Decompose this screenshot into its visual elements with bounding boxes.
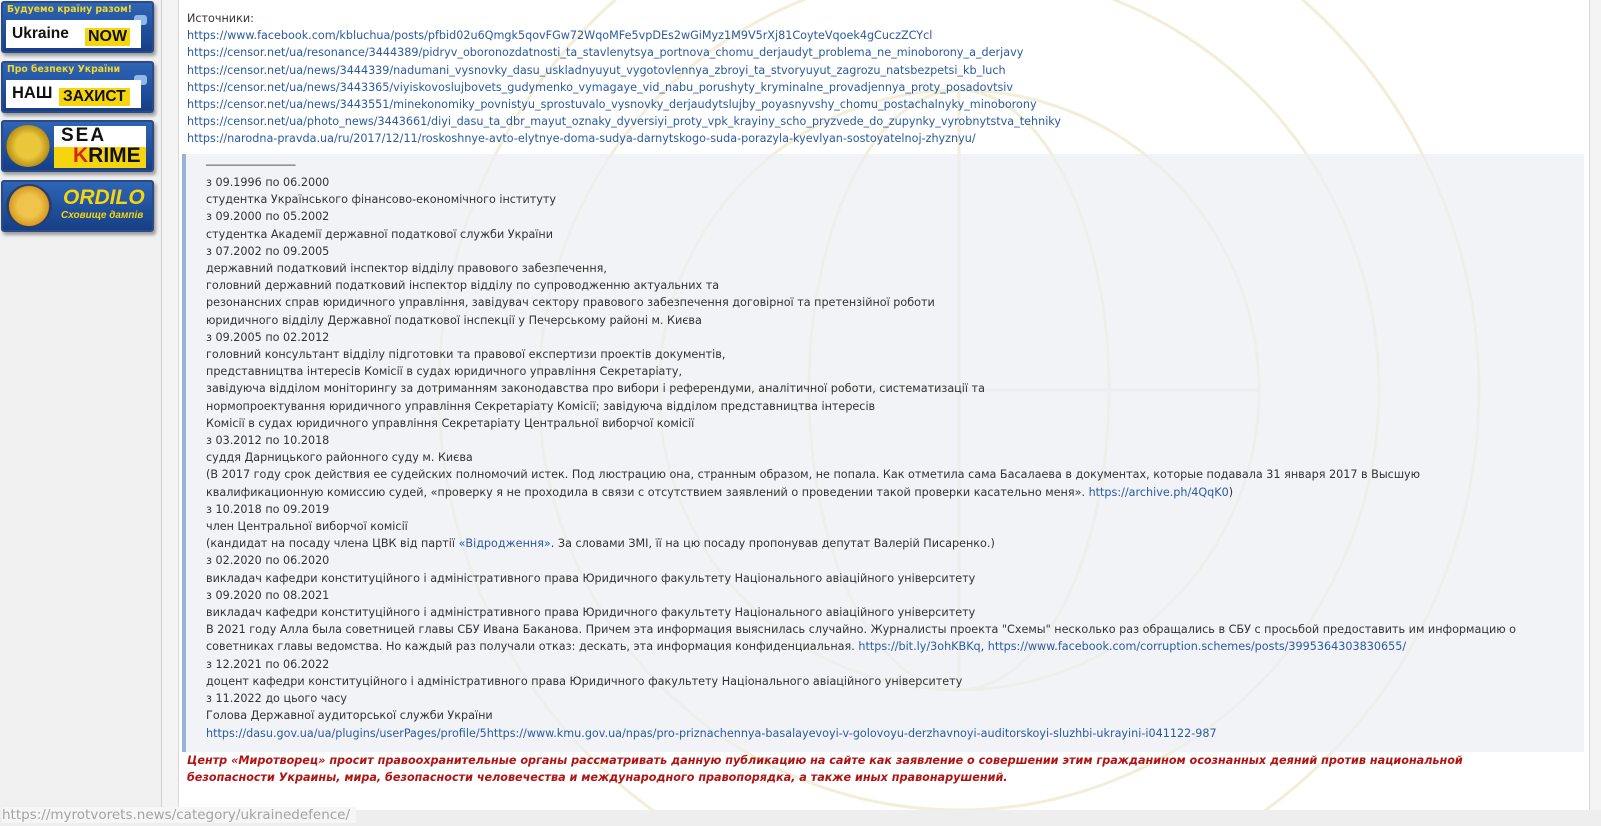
biography-quote (182, 154, 1584, 752)
bio-line: Голова Державної аудиторської служби України (206, 709, 493, 723)
bio-line: з 10.2018 по 09.2019 (206, 502, 330, 516)
source-link[interactable]: https://censor.net/ua/photo_news/3443661/diyi_dasu_ta_dbr_mayut_oznaky_dyversiyi_proty_vpk_krayiny_scho_pryzvede_do_zupynky_vyrobnytstva_tehniky (187, 115, 1062, 129)
banner-title: Ukraine (12, 25, 69, 42)
source-link[interactable]: https://censor.net/ua/resonance/3444389/pidryv_oboronozdatnosti_ta_stavlenytsya_portnova_chomu_derjaudyt_problema_ne_minoborony_a_derjavy (187, 46, 1024, 60)
bio-line: з 09.1996 по 06.2000 (206, 176, 330, 189)
bio-line: головний державний податковий інспектор відділу по супроводженню актуальних та (206, 279, 720, 293)
bio-line: Комісії в судах юридичного управління Секретаріату Центральної виборчої комісії (206, 416, 695, 430)
ukraine-now-banner[interactable] (1, 1, 154, 53)
bio-line: член Центральної виборчої комісії (206, 520, 408, 534)
facebook-link[interactable]: https://www.facebook.com/corruption.schemes/posts/3995364303830655/ (987, 640, 1407, 654)
party-link[interactable]: «Відродження» (458, 537, 551, 551)
nash-zakhyst-banner[interactable] (1, 61, 154, 113)
bio-line: юридичного відділу Державної податкової інспекції у Печерському районі м. Києва (206, 313, 702, 327)
banner-subtitle: Сховище дампів (61, 210, 144, 221)
source-link[interactable]: https://www.facebook.com/kbluchua/posts/pfbid02u6Qmgk5qovFGw72WqoMFe5vpDEs2wGiMyz1M9V5rXj81CoyteVqoek4gCuczZCYcl (187, 29, 933, 43)
owl-emblem-icon (6, 184, 52, 228)
bio-line: з 03.2012 по 10.2018 (206, 434, 330, 448)
banner-title-highlight: ЗАХИСТ (59, 88, 130, 106)
bio-line: викладач кафедри конституційного і адміністративного права Юридичного факультету Національного авіаційного університету (206, 571, 976, 585)
banner-title: SEA (61, 125, 107, 146)
bio-line: студентка Академії державної податкової служби України (206, 227, 553, 241)
bio-line: з 12.2021 по 06.2022 (206, 657, 330, 671)
sidebar (0, 0, 162, 826)
banner-subtitle: KRIME (73, 144, 141, 167)
bio-line: завідуюча відділом моніторингу за дотриманням законодавства про вибори і референдуми, аналітичної роботи, систематизації та (206, 382, 985, 396)
source-link[interactable]: https://censor.net/ua/news/3443365/viyiskovoslujbovets_gudymenko_vymagaye_vid_nabu_porushyty_kryminalne_provadjennya_proty_posadovtsiv (187, 80, 1014, 94)
source-link[interactable]: https://narodna-pravda.ua/ru/2017/12/11/roskoshnye-avto-elytnye-doma-sudya-darnytskogo-suda-porazyla-kyevlyan-sostoyatelnoj-zhyznyu/ (187, 132, 976, 146)
bio-line: з 09.2020 по 08.2021 (206, 588, 330, 602)
bio-line: головний консультант відділу підготовки та правової експертизи проектів документів, (206, 348, 726, 362)
bio-line: з 11.2022 до цього часу (206, 692, 348, 706)
sources-section (187, 10, 1061, 148)
ordilo-banner[interactable] (1, 180, 154, 232)
bio-line: з 07.2002 по 09.2005 (206, 244, 330, 258)
bio-line: суддя Дарницького районного суду м. Києва (206, 451, 473, 465)
candidate-line: (кандидат на посаду члена ЦВК від партії «Відродження». За словами ЗМІ, її на цю посаду пропонував депутат Валерій Писаренко.) (206, 537, 995, 551)
lustration-paragraph: (В 2017 году срок действия ее судейских полномочий истек. Под люстрацию она, странным образом, не попала. Как отметила сама Басалаева в документах, которые подавала 31 января 2017 в Высшую квалификационную комиссию судей, «проверку я не проходила в связи с отсутствием заявлений о проведении такой проверки касательно меня». https://archive.ph/4QqK0) (206, 468, 1421, 499)
article-content (178, 0, 1590, 811)
banner-title-highlight: NOW (85, 28, 130, 46)
bio-line: з 09.2005 по 02.2012 (206, 330, 330, 344)
bio-line: студентка Українського фінансово-економічного інституту (206, 193, 556, 207)
archive-link[interactable]: https://archive.ph/4QqK0 (1088, 485, 1229, 499)
sources-heading: Источники: (187, 12, 254, 25)
sbu-paragraph: В 2021 году Алла была советницей главы СБУ Ивана Баканова. Причем эта информация выяснилась случайно. Журналисты проекта "Схемы" несколько раз обращались в СБУ с просьбой предоставить им информацию о советниках главы ведомства. Но каждый раз получали отказ: дескать, эта информация конфиденциальная. https://bit.ly/3ohKBKq, https://www.facebook.com/corruption.schemes/posts/3995364303830655/ (206, 623, 1517, 654)
bio-line: представництва інтересів Комісії в судах юридичного управління Секретаріату, (206, 365, 683, 379)
dasu-profile-link[interactable]: https://dasu.gov.ua/ua/plugins/userPages/profile/5https://www.kmu.gov.ua/npas/pro-priznachennya-basalayevoyi-v-golovoyu-derzhavnoyi-auditorskoyi-sluzhbi-ukrayini-i041122-987 (206, 726, 1217, 740)
bio-separator: ________________ (206, 153, 296, 166)
bitly-link[interactable]: https://bit.ly/3ohKBKq (858, 640, 981, 654)
bio-line: з 02.2020 по 06.2020 (206, 554, 330, 568)
source-link[interactable]: https://censor.net/ua/news/3443551/minekonomiky_povnistyu_sprostuvalo_vysnovky_derjaudytslujby_poyasnyvshy_chomu_postachalnyky_minoborony (187, 98, 1037, 112)
banner-tagline: Про безпеку України (7, 64, 121, 75)
banner-tagline: Будуемо країну разом! (7, 4, 132, 15)
status-url: https://myrotvorets.news/category/ukrainedefence/ (2, 807, 356, 823)
banner-title: ORDILO (63, 186, 145, 209)
bio-line: викладач кафедри конституційного і адміністративного права Юридичного факультету Національного авіаційного університету (206, 606, 976, 620)
bio-line: державний податковий інспектор відділу правового забезпечення, (206, 262, 607, 276)
gear-emblem-icon (6, 125, 50, 167)
status-bar (0, 807, 1601, 826)
bio-line: резонансних справ юридичного управління, завідувач сектору правового забезпечення договірної та претензійної роботи (206, 296, 935, 310)
legal-notice: Центр «Миротворец» просит правоохранительные органы рассматривать данную публикацию на сайте как заявление о совершении этим гражданином осознанных деяний против национальной безопасности Украины, мира, безопасности человечества и международного правопорядка, а также иных правонарушений. (187, 754, 1463, 784)
bio-line: доцент кафедри конституційного і адміністративного права Юридичного факультету Національного авіаційного університету (206, 674, 963, 688)
bio-line: нормопроектування юридичного управління Секретаріату Комісії; завідуюча відділом представництва інтересів (206, 399, 876, 413)
source-link[interactable]: https://censor.net/ua/news/3444339/nadumani_vysnovky_dasu_uskladnyuyut_vygotovlennya_zbroyi_ta_stvoryuyut_zagrozu_natsbezpetsi_kb_luch (187, 63, 1006, 77)
sea-krime-banner[interactable] (1, 120, 154, 172)
banner-title: НАШ (12, 84, 53, 102)
bio-line: з 09.2000 по 05.2002 (206, 210, 330, 224)
